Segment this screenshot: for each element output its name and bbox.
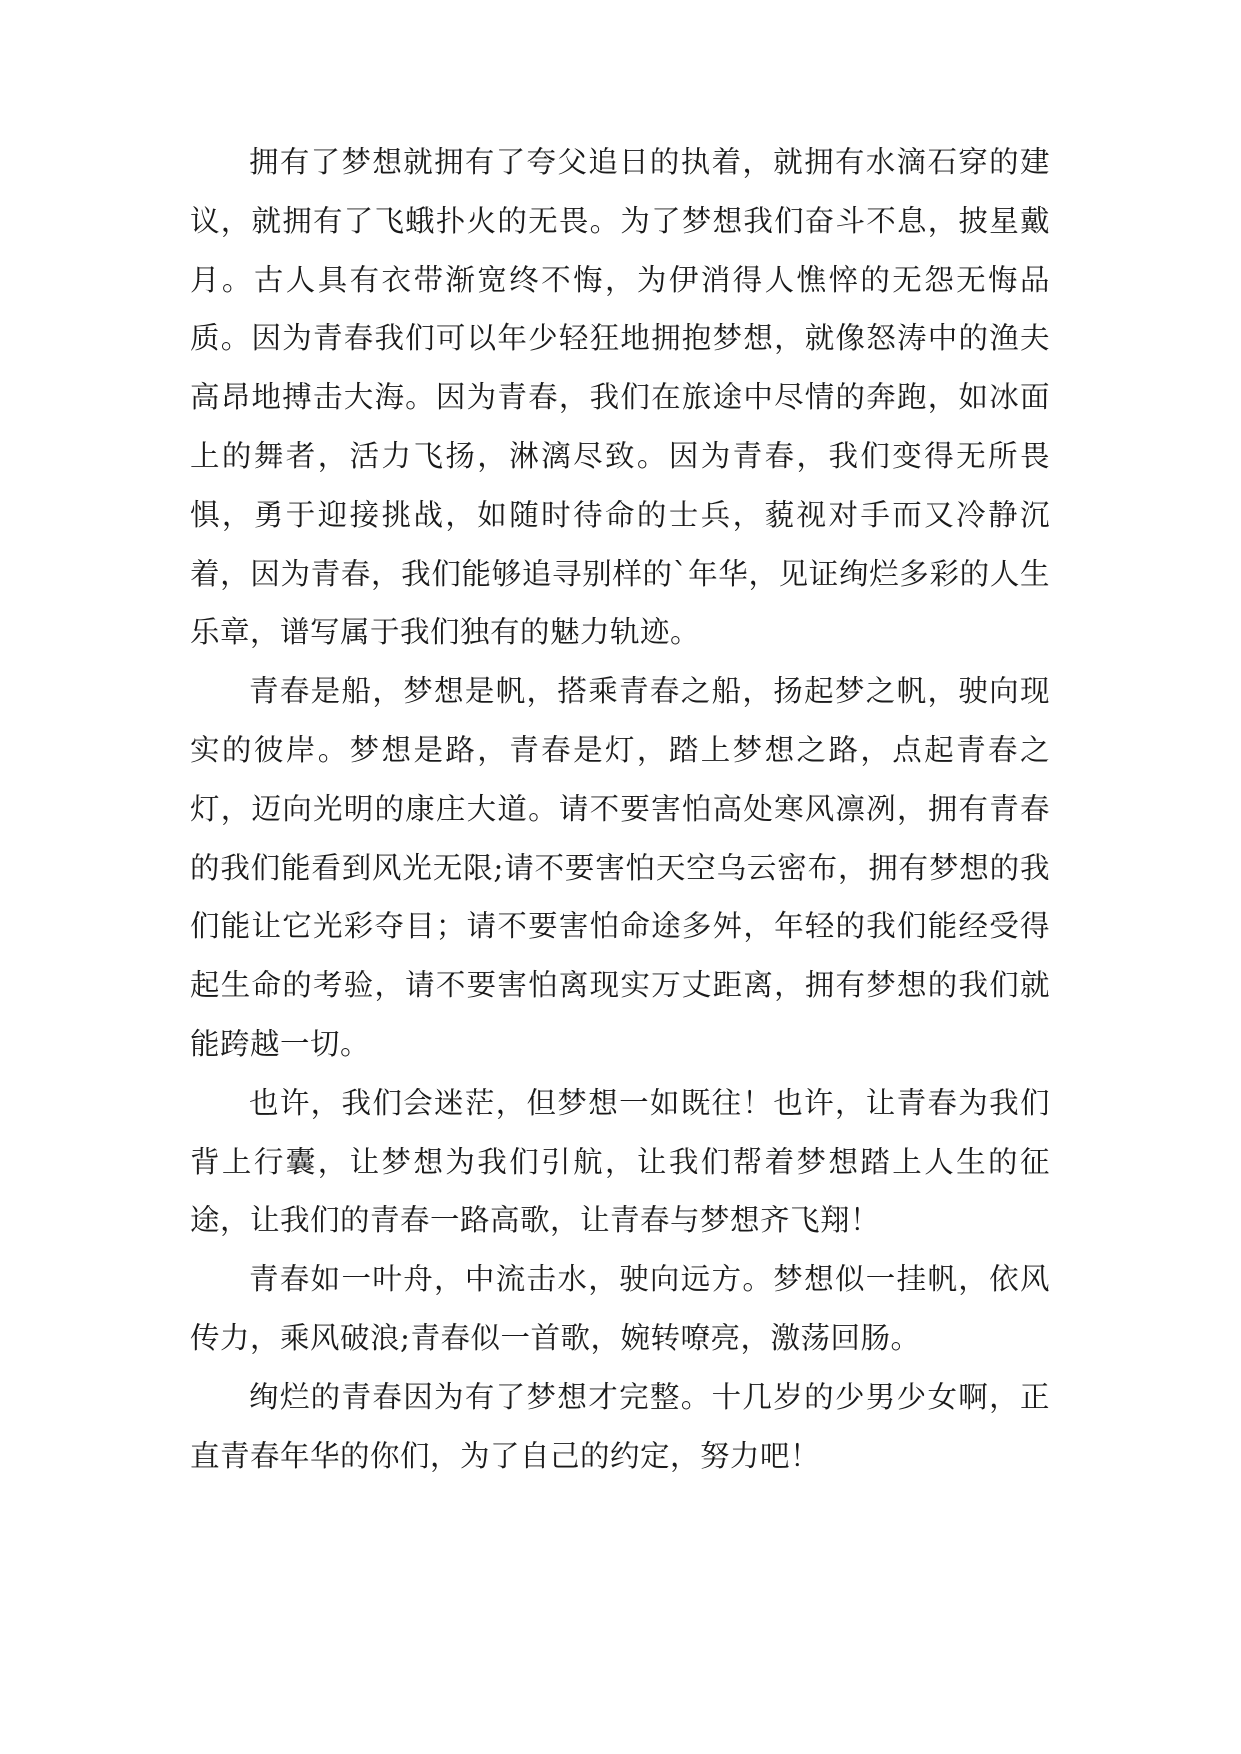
paragraph-3: 也许，我们会迷茫，但梦想一如既往！也许，让青春为我们背上行囊，让梦想为我们引航，让我们帮着梦想踏上人生的征途，让我们的青春一路高歌，让青春与梦想齐飞翔！ xyxy=(190,1085,1050,1238)
paragraph-5: 绚烂的青春因为有了梦想才完整。十几岁的少男少女啊，正直青春年华的你们，为了自己的约定，努力吧！ xyxy=(190,1379,1050,1473)
paragraph-2: 青春是船，梦想是帆，搭乘青春之船，扬起梦之帆，驶向现实的彼岸。梦想是路，青春是灯，踏上梦想之路，点起青春之灯，迈向光明的康庄大道。请不要害怕高处寒风凛冽，拥有青春的我们能看到风光无限;请不要害怕天空乌云密布，拥有梦想的我们能让它光彩夺目；请不要害怕命途多舛，年轻的我们能经受得起生命的考验，请不要害怕离现实万丈距离，拥有梦想的我们就能跨越一切。 xyxy=(190,674,1050,1061)
document-body xyxy=(190,133,1050,1485)
paragraph-4: 青春如一叶舟，中流击水，驶向远方。梦想似一挂帆，依风传力，乘风破浪;青春似一首歌，婉转嘹亮，激荡回肠。 xyxy=(190,1262,1050,1355)
paragraph-1: 拥有了梦想就拥有了夸父追日的执着，就拥有水滴石穿的建议，就拥有了飞蛾扑火的无畏。为了梦想我们奋斗不息，披星戴月。古人具有衣带渐宽终不悔，为伊消得人憔悴的无怨无悔品质。因为青春我们可以年少轻狂地拥抱梦想，就像怒涛中的渔夫高昂地搏击大海。因为青春，我们在旅途中尽情的奔跑，如冰面上的舞者，活力飞扬，淋漓尽致。因为青春，我们变得无所畏惧，勇于迎接挑战，如随时待命的士兵，藐视对手而又冷静沉着，因为青春，我们能够追寻别样的`年华，见证绚烂多彩的人生乐章，谱写属于我们独有的魅力轨迹。 xyxy=(190,145,1050,650)
